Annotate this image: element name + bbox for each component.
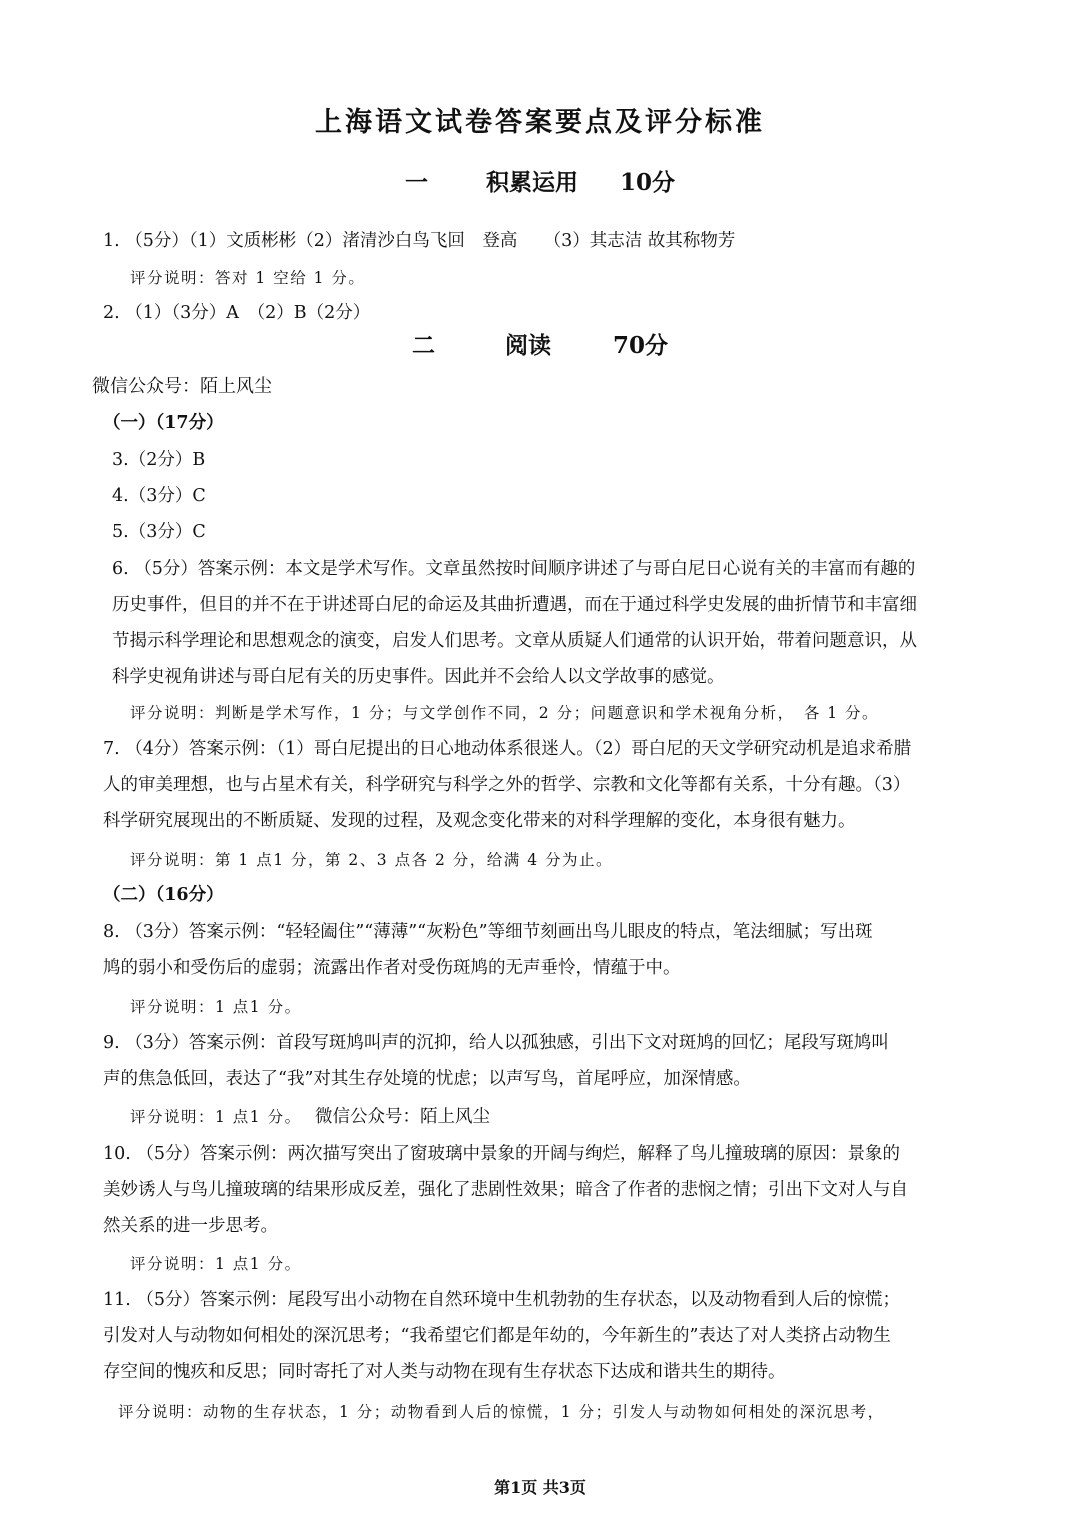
answer-q7-line: 科学研究展现出的不断质疑、发现的过程，及观念变化带来的对科学理解的变化，本身很有魅力。 [103, 811, 856, 831]
wechat-label: 微信公众号：陌上风尘 [92, 376, 272, 397]
answer-q6-line: 科学史视角讲述与哥白尼有关的历史事件。因此并不会给人以文学故事的感觉。 [112, 667, 725, 687]
answer-q8-line: 8. （3分）答案示例：“轻轻阖住”“薄薄”“灰粉色”等细节刻画出鸟儿眼皮的特点，笔法细腻；写出斑 [103, 922, 873, 942]
page-title: 上海语文试卷答案要点及评分标准 [315, 107, 765, 138]
section-name: 阅读 [504, 332, 551, 359]
page-footer: 第1页 共3页 [494, 1478, 586, 1497]
answer-q6-line: 节揭示科学理论和思想观念的演变，启发人们思考。文章从质疑人们通常的认识开始，带着问题意识，从 [112, 631, 917, 651]
scoring-note-q7: 评分说明：第 1 点1 分，第 2、3 点各 2 分，给满 4 分为止。 [130, 851, 614, 869]
answer-q9-line: 声的焦急低回，表达了“我”对其生存处境的忧虑；以声写鸟，首尾呼应，加深情感。 [103, 1069, 751, 1089]
answer-q7-line: 7. （4分）答案示例：（1）哥白尼提出的日心地动体系很迷人。（2）哥白尼的天文学研究动机是追求希腊 [103, 739, 912, 759]
section-score: 10分 [619, 169, 675, 196]
answer-q6-line: 6. （5分）答案示例：本文是学术写作。文章虽然按时间顺序讲述了与哥白尼日心说有关的丰富而有趣的 [112, 559, 916, 579]
answer-q4: 4.（3分）C [112, 486, 206, 506]
section-number: 二 [411, 332, 435, 359]
answer-q3: 3.（2分）B [112, 450, 206, 470]
section-score: 70分 [612, 332, 668, 359]
answer-q6-line: 历史事件，但目的并不在于讲述哥白尼的命运及其曲折遭遇，而在于通过科学史发展的曲折情节和丰富细 [112, 595, 917, 615]
answer-q11-line: 存空间的愧疚和反思；同时寄托了对人类与动物在现有生存状态下达成和谐共生的期待。 [103, 1362, 786, 1382]
scoring-note-q8: 评分说明：1 点1 分。 [130, 998, 302, 1016]
part-heading-1: （一）（17分） [103, 413, 224, 433]
scoring-note-q1: 评分说明：答对 1 空给 1 分。 [130, 269, 366, 287]
answer-q1: 1. （5分）（1）文质彬彬（2）渚清沙白鸟飞回 登高 （3）其志洁 故其称物芳 [103, 231, 736, 251]
answer-q10-line: 然关系的进一步思考。 [103, 1216, 278, 1236]
answer-q10-line: 10. （5分）答案示例：两次描写突出了窗玻璃中景象的开阔与绚烂，解释了鸟儿撞玻璃的原因：景象的 [103, 1144, 901, 1164]
answer-q8-line: 鸠的弱小和受伤后的虚弱；流露出作者对受伤斑鸠的无声垂怜，情蕴于中。 [103, 958, 681, 978]
answer-q2: 2. （1）（3分）A （2）B（2分） [103, 303, 371, 323]
scoring-note-q6: 评分说明：判断是学术写作，1 分；与文学创作不同，2 分；问题意识和学术视角分析， 各 1 分。 [130, 704, 880, 722]
section-number: 一 [404, 169, 428, 196]
section-heading-2 [0, 331, 1080, 361]
answer-q11-line: 引发对人与动物如何相处的深沉思考；“我希望它们都是年幼的，今年新生的”表达了对人类挤占动物生 [103, 1326, 891, 1346]
answer-q5: 5.（3分）C [112, 522, 206, 542]
part-heading-2: （二）（16分） [103, 885, 224, 905]
section-heading-1 [0, 168, 1080, 198]
scoring-note-q11: 评分说明：动物的生存状态，1 分；动物看到人后的惊慌，1 分；引发人与动物如何相处的深沉思考， [118, 1403, 885, 1421]
section-name: 积累运用 [485, 169, 578, 196]
scoring-note-q9: 评分说明：1 点1 分。 [130, 1108, 302, 1126]
answer-q9-line: 9. （3分）答案示例：首段写斑鸠叫声的沉抑，给人以孤独感，引出下文对斑鸠的回忆；尾段写斑鸠叫 [103, 1033, 889, 1053]
wechat-label: 微信公众号：陌上风尘 [315, 1107, 490, 1127]
answer-q10-line: 美妙诱人与鸟儿撞玻璃的结果形成反差，强化了悲剧性效果；暗含了作者的悲悯之情；引出下文对人与自 [103, 1180, 908, 1200]
answer-q7-line: 人的审美理想，也与占星术有关，科学研究与科学之外的哲学、宗教和文化等都有关系，十分有趣。（3） [103, 775, 911, 795]
answer-q11-line: 11. （5分）答案示例：尾段写出小动物在自然环境中生机勃勃的生存状态，以及动物看到人后的惊慌； [103, 1290, 901, 1310]
scoring-note-q10: 评分说明：1 点1 分。 [130, 1255, 302, 1273]
